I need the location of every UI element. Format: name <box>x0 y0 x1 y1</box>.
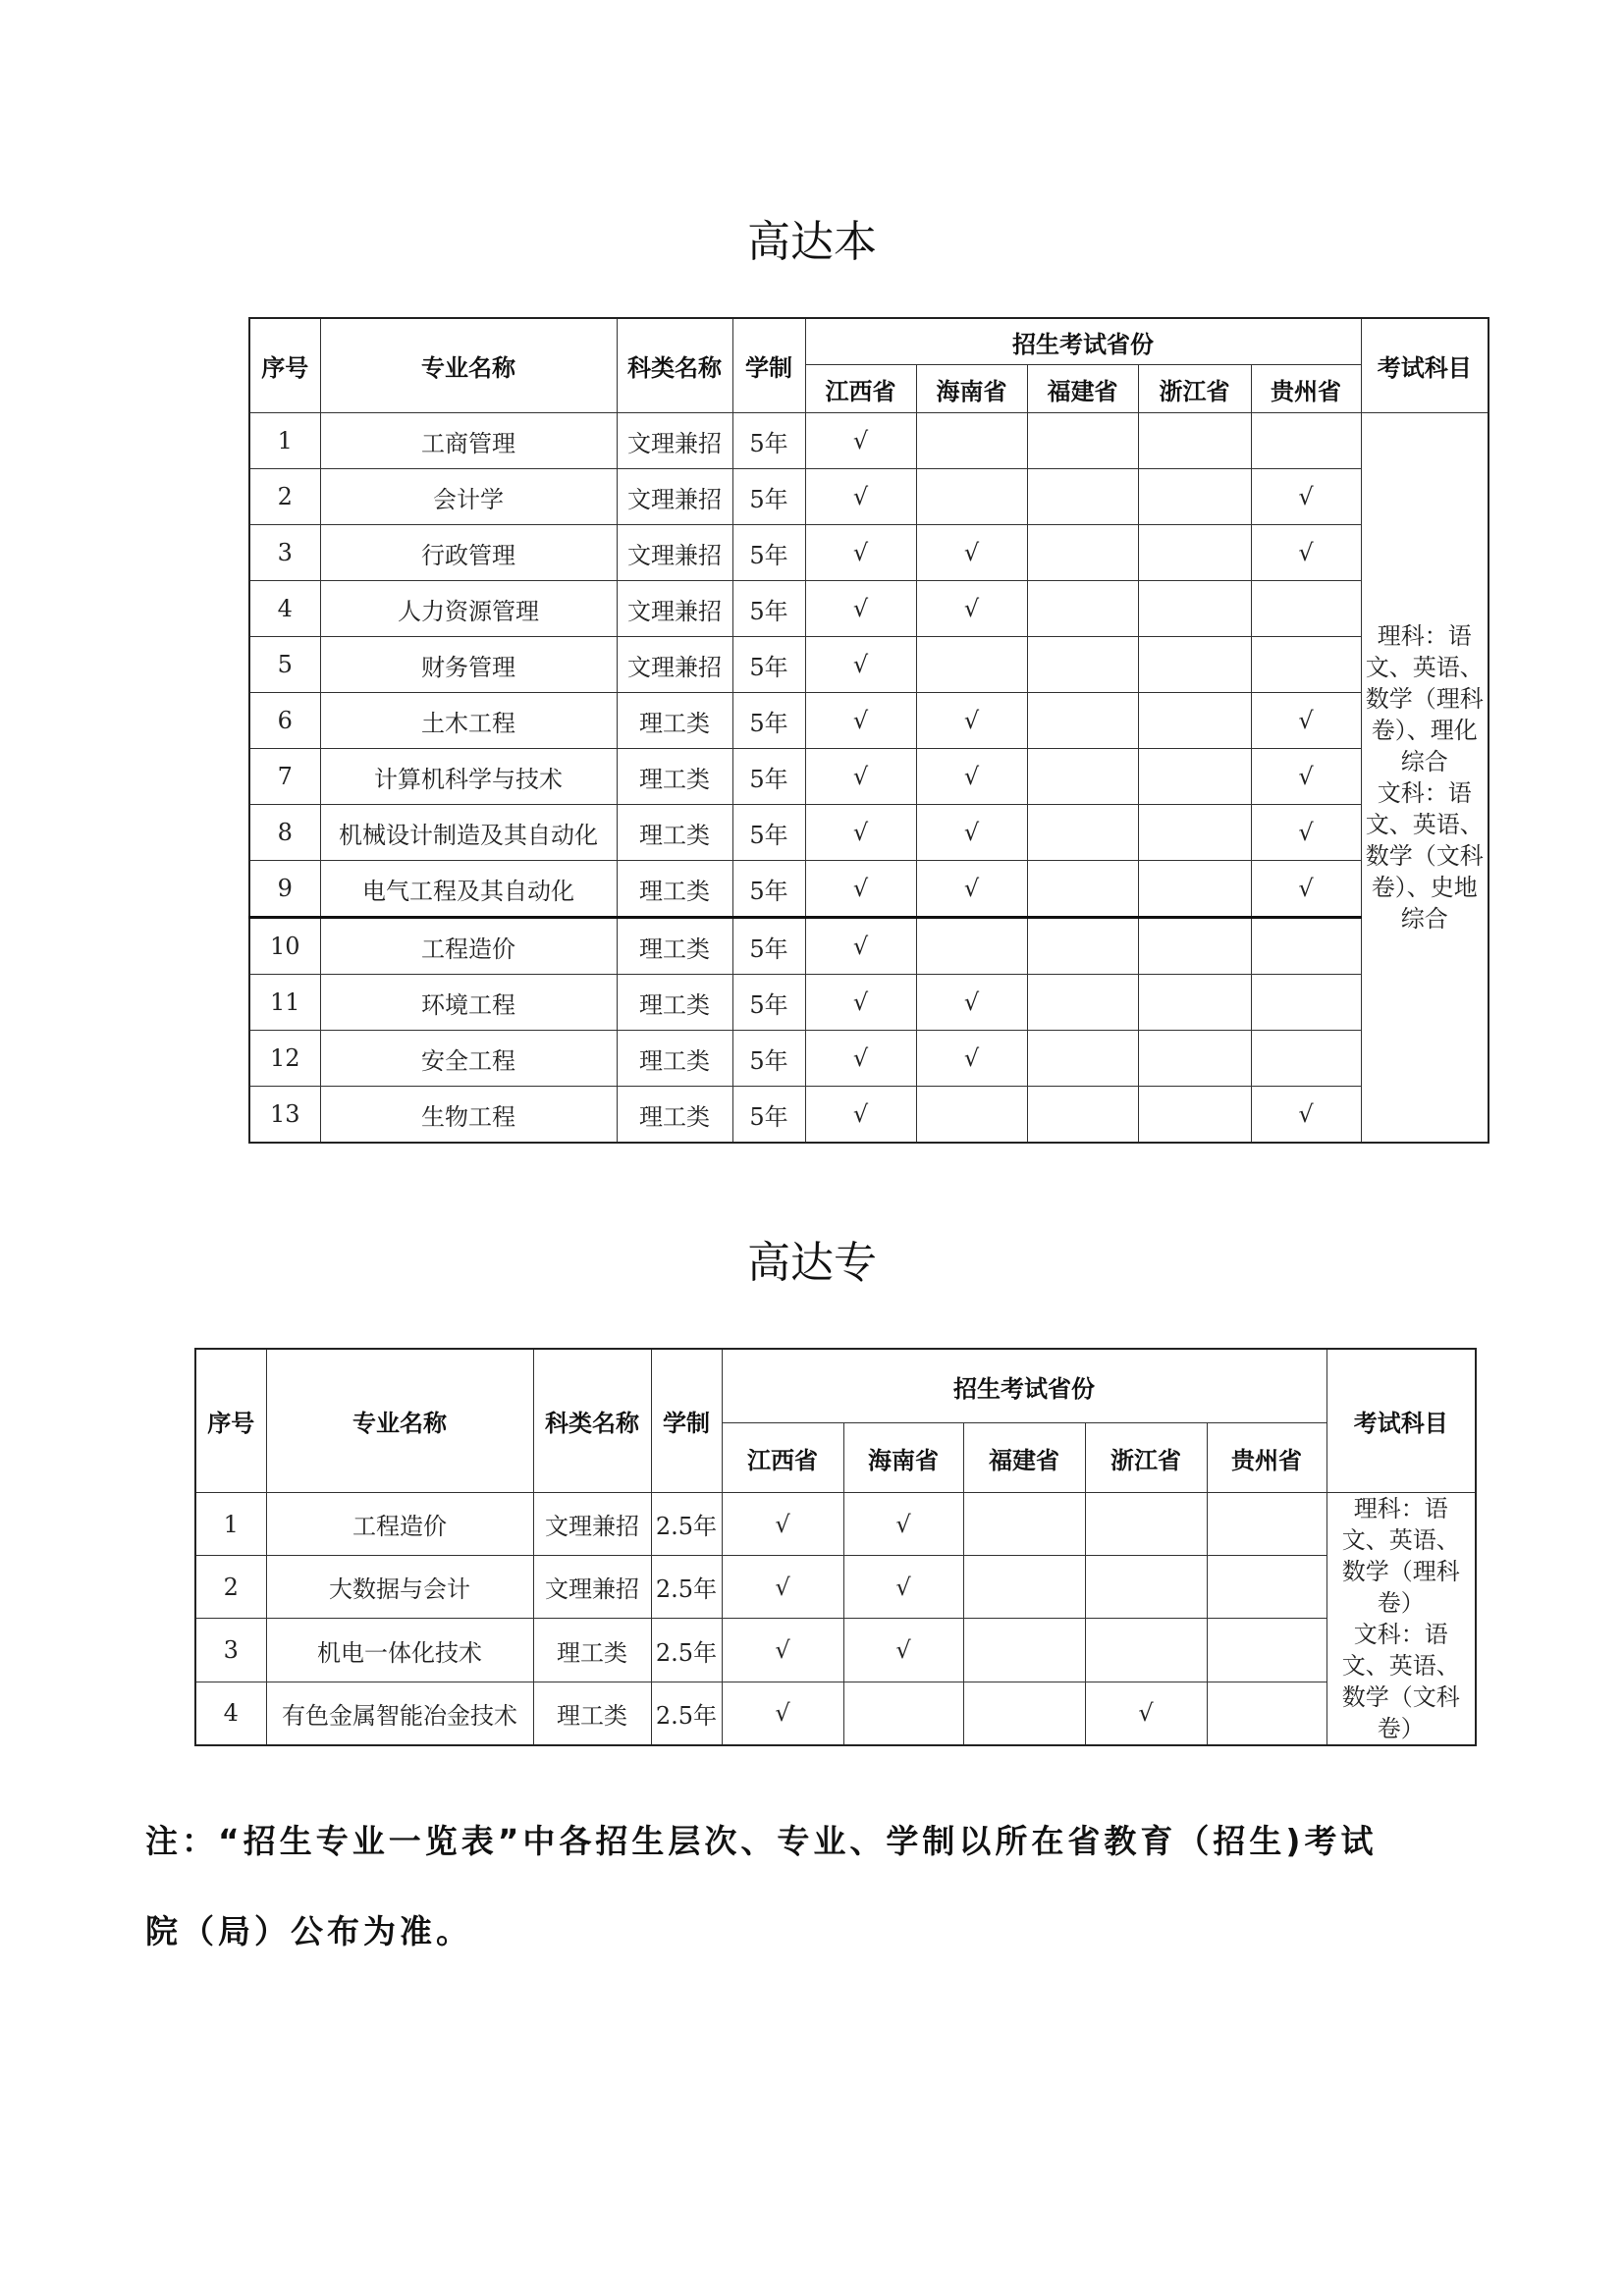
cell-province-mark: √ <box>1085 1682 1207 1745</box>
cell-category: 理工类 <box>617 749 732 805</box>
cell-index: 11 <box>249 975 320 1031</box>
cell-province-mark <box>1138 975 1251 1031</box>
cell-duration: 5年 <box>732 1087 805 1144</box>
cell-province-mark: √ <box>1251 525 1361 581</box>
cell-province-mark: √ <box>916 581 1027 637</box>
college-major-table <box>194 1348 1477 1746</box>
cell-index: 9 <box>249 861 320 918</box>
cell-major: 人力资源管理 <box>320 581 617 637</box>
cell-duration: 5年 <box>732 525 805 581</box>
cell-province-mark <box>1138 918 1251 975</box>
table-row <box>249 693 1489 749</box>
cell-province-mark: √ <box>843 1493 963 1556</box>
cell-province-mark: √ <box>916 975 1027 1031</box>
cell-index: 7 <box>249 749 320 805</box>
header-province: 海南省 <box>916 365 1027 413</box>
header-province: 福建省 <box>963 1423 1085 1493</box>
cell-index: 12 <box>249 1031 320 1087</box>
cell-province-mark <box>1138 1031 1251 1087</box>
cell-province-mark <box>1027 637 1138 693</box>
cell-index: 3 <box>195 1619 266 1682</box>
cell-major: 工程造价 <box>266 1493 533 1556</box>
undergrad-major-table <box>248 317 1489 1144</box>
cell-province-mark: √ <box>916 805 1027 861</box>
cell-province-mark: √ <box>1251 693 1361 749</box>
cell-major: 土木工程 <box>320 693 617 749</box>
cell-duration: 5年 <box>732 1031 805 1087</box>
cell-duration: 5年 <box>732 975 805 1031</box>
header-province: 贵州省 <box>1251 365 1361 413</box>
table-row <box>249 581 1489 637</box>
cell-province-mark <box>1138 749 1251 805</box>
cell-province-mark <box>1138 861 1251 918</box>
cell-index: 2 <box>195 1556 266 1619</box>
cell-duration: 2.5年 <box>651 1556 722 1619</box>
cell-province-mark: √ <box>1251 469 1361 525</box>
cell-province-mark <box>1027 918 1138 975</box>
cell-province-mark: √ <box>843 1556 963 1619</box>
cell-duration: 2.5年 <box>651 1619 722 1682</box>
cell-province-mark: √ <box>805 525 916 581</box>
cell-province-mark: √ <box>805 637 916 693</box>
cell-province-mark: √ <box>805 861 916 918</box>
cell-province-mark <box>963 1493 1085 1556</box>
cell-index: 6 <box>249 693 320 749</box>
cell-major: 工商管理 <box>320 413 617 469</box>
cell-category: 文理兼招 <box>533 1556 651 1619</box>
cell-province-mark <box>916 1087 1027 1144</box>
cell-province-mark <box>1027 975 1138 1031</box>
cell-province-mark <box>1027 1031 1138 1087</box>
cell-province-mark <box>1207 1556 1326 1619</box>
cell-duration: 5年 <box>732 918 805 975</box>
cell-major: 机械设计制造及其自动化 <box>320 805 617 861</box>
cell-category: 理工类 <box>617 861 732 918</box>
table-row <box>249 805 1489 861</box>
table-row <box>249 1087 1489 1144</box>
cell-province-mark: √ <box>916 525 1027 581</box>
cell-province-mark <box>963 1619 1085 1682</box>
header-province: 福建省 <box>1027 365 1138 413</box>
cell-category: 文理兼招 <box>617 637 732 693</box>
cell-province-mark <box>1207 1682 1326 1745</box>
cell-province-mark <box>1027 469 1138 525</box>
cell-province-mark: √ <box>1251 1087 1361 1144</box>
cell-index: 10 <box>249 918 320 975</box>
undergrad-title: 高达本 <box>747 217 877 267</box>
cell-category: 文理兼招 <box>617 469 732 525</box>
cell-province-mark: √ <box>916 1031 1027 1087</box>
cell-province-mark: √ <box>805 581 916 637</box>
cell-province-mark <box>1138 693 1251 749</box>
cell-province-mark <box>1027 413 1138 469</box>
cell-category: 文理兼招 <box>617 413 732 469</box>
cell-duration: 5年 <box>732 693 805 749</box>
cell-major: 行政管理 <box>320 525 617 581</box>
header-province: 海南省 <box>843 1423 963 1493</box>
cell-province-mark <box>1085 1619 1207 1682</box>
cell-province-mark: √ <box>916 861 1027 918</box>
cell-category: 文理兼招 <box>617 525 732 581</box>
cell-province-mark <box>916 637 1027 693</box>
table-row <box>249 637 1489 693</box>
header-subjects: 考试科目 <box>1361 318 1489 413</box>
cell-province-mark <box>1251 581 1361 637</box>
cell-province-mark <box>1251 918 1361 975</box>
college-title: 高达专 <box>747 1238 877 1288</box>
cell-exam-subjects: 理科：语文、英语、数学（理科卷）、理化综合 文科：语文、英语、数学（文科卷）、史地综合 <box>1361 413 1489 1144</box>
cell-index: 13 <box>249 1087 320 1144</box>
cell-duration: 5年 <box>732 469 805 525</box>
cell-province-mark <box>1138 469 1251 525</box>
table-row <box>249 469 1489 525</box>
cell-province-mark: √ <box>805 469 916 525</box>
cell-province-mark <box>916 469 1027 525</box>
cell-province-mark: √ <box>1251 861 1361 918</box>
cell-index: 2 <box>249 469 320 525</box>
table-row <box>195 1619 1476 1682</box>
header-provinces-group: 招生考试省份 <box>805 318 1361 365</box>
cell-index: 8 <box>249 805 320 861</box>
cell-duration: 2.5年 <box>651 1682 722 1745</box>
table-row <box>249 918 1489 975</box>
cell-major: 有色金属智能冶金技术 <box>266 1682 533 1745</box>
cell-province-mark <box>1138 1087 1251 1144</box>
cell-category: 理工类 <box>617 805 732 861</box>
cell-province-mark <box>1027 693 1138 749</box>
cell-major: 机电一体化技术 <box>266 1619 533 1682</box>
cell-category: 理工类 <box>617 1031 732 1087</box>
cell-province-mark: √ <box>805 918 916 975</box>
cell-province-mark: √ <box>805 1087 916 1144</box>
cell-index: 4 <box>195 1682 266 1745</box>
cell-province-mark <box>1138 637 1251 693</box>
header-category: 科类名称 <box>617 318 732 413</box>
header-index: 序号 <box>249 318 320 413</box>
header-index: 序号 <box>195 1349 266 1493</box>
table-row <box>249 861 1489 918</box>
cell-duration: 5年 <box>732 413 805 469</box>
cell-province-mark <box>1207 1619 1326 1682</box>
cell-index: 1 <box>195 1493 266 1556</box>
cell-index: 3 <box>249 525 320 581</box>
header-provinces-group: 招生考试省份 <box>722 1349 1326 1423</box>
cell-duration: 5年 <box>732 581 805 637</box>
cell-province-mark: √ <box>916 693 1027 749</box>
cell-index: 5 <box>249 637 320 693</box>
header-major: 专业名称 <box>320 318 617 413</box>
cell-major: 财务管理 <box>320 637 617 693</box>
cell-province-mark: √ <box>805 749 916 805</box>
cell-province-mark: √ <box>805 1031 916 1087</box>
header-duration: 学制 <box>651 1349 722 1493</box>
cell-province-mark <box>1251 637 1361 693</box>
cell-category: 理工类 <box>617 1087 732 1144</box>
cell-province-mark <box>1027 861 1138 918</box>
cell-province-mark <box>916 918 1027 975</box>
cell-province-mark: √ <box>1251 805 1361 861</box>
cell-major: 大数据与会计 <box>266 1556 533 1619</box>
cell-duration: 2.5年 <box>651 1493 722 1556</box>
header-province: 贵州省 <box>1207 1423 1326 1493</box>
cell-province-mark: √ <box>805 805 916 861</box>
cell-province-mark: √ <box>722 1493 843 1556</box>
note-line-2: 院（局）公布为准。 <box>145 1912 472 1950</box>
cell-province-mark <box>1085 1556 1207 1619</box>
table-row <box>249 749 1489 805</box>
table-row <box>249 525 1489 581</box>
cell-province-mark: √ <box>1251 749 1361 805</box>
cell-province-mark <box>1138 805 1251 861</box>
cell-duration: 5年 <box>732 637 805 693</box>
header-major: 专业名称 <box>266 1349 533 1493</box>
cell-category: 理工类 <box>533 1682 651 1745</box>
cell-exam-subjects: 理科：语文、英语、数学（理科卷） 文科：语文、英语、数学（文科卷） <box>1326 1493 1476 1746</box>
cell-major: 生物工程 <box>320 1087 617 1144</box>
cell-province-mark <box>1027 525 1138 581</box>
cell-province-mark <box>1207 1493 1326 1556</box>
header-province: 浙江省 <box>1138 365 1251 413</box>
table-row <box>195 1556 1476 1619</box>
cell-category: 理工类 <box>617 918 732 975</box>
cell-province-mark <box>1027 1087 1138 1144</box>
cell-province-mark <box>1251 975 1361 1031</box>
cell-province-mark <box>1138 525 1251 581</box>
cell-province-mark <box>1251 413 1361 469</box>
table-row <box>249 975 1489 1031</box>
table-row <box>249 1031 1489 1087</box>
cell-category: 文理兼招 <box>617 581 732 637</box>
cell-province-mark: √ <box>722 1619 843 1682</box>
cell-province-mark <box>1027 805 1138 861</box>
cell-category: 理工类 <box>617 975 732 1031</box>
cell-major: 安全工程 <box>320 1031 617 1087</box>
cell-duration: 5年 <box>732 861 805 918</box>
note-line-1: 注：“招生专业一览表”中各招生层次、专业、学制以所在省教育（招生)考试 <box>145 1822 1378 1860</box>
cell-province-mark: √ <box>722 1556 843 1619</box>
cell-major: 计算机科学与技术 <box>320 749 617 805</box>
table-row <box>195 1493 1476 1556</box>
cell-province-mark <box>1027 581 1138 637</box>
cell-province-mark <box>1085 1493 1207 1556</box>
cell-province-mark <box>963 1556 1085 1619</box>
cell-duration: 5年 <box>732 749 805 805</box>
cell-major: 环境工程 <box>320 975 617 1031</box>
cell-province-mark: √ <box>916 749 1027 805</box>
cell-duration: 5年 <box>732 805 805 861</box>
table-row <box>249 413 1489 469</box>
header-province: 江西省 <box>805 365 916 413</box>
header-duration: 学制 <box>732 318 805 413</box>
cell-province-mark <box>963 1682 1085 1745</box>
table-row <box>195 1682 1476 1745</box>
cell-province-mark: √ <box>805 413 916 469</box>
cell-province-mark: √ <box>722 1682 843 1745</box>
cell-province-mark: √ <box>843 1619 963 1682</box>
cell-province-mark <box>1251 1031 1361 1087</box>
cell-province-mark <box>916 413 1027 469</box>
header-subjects: 考试科目 <box>1326 1349 1476 1493</box>
cell-major: 工程造价 <box>320 918 617 975</box>
cell-province-mark: √ <box>805 975 916 1031</box>
cell-province-mark <box>1138 413 1251 469</box>
cell-index: 1 <box>249 413 320 469</box>
header-province: 浙江省 <box>1085 1423 1207 1493</box>
cell-major: 电气工程及其自动化 <box>320 861 617 918</box>
cell-province-mark <box>1138 581 1251 637</box>
cell-category: 理工类 <box>533 1619 651 1682</box>
cell-province-mark <box>843 1682 963 1745</box>
header-category: 科类名称 <box>533 1349 651 1493</box>
cell-category: 文理兼招 <box>533 1493 651 1556</box>
cell-major: 会计学 <box>320 469 617 525</box>
cell-province-mark <box>1027 749 1138 805</box>
cell-index: 4 <box>249 581 320 637</box>
cell-province-mark: √ <box>805 693 916 749</box>
header-province: 江西省 <box>722 1423 843 1493</box>
cell-category: 理工类 <box>617 693 732 749</box>
